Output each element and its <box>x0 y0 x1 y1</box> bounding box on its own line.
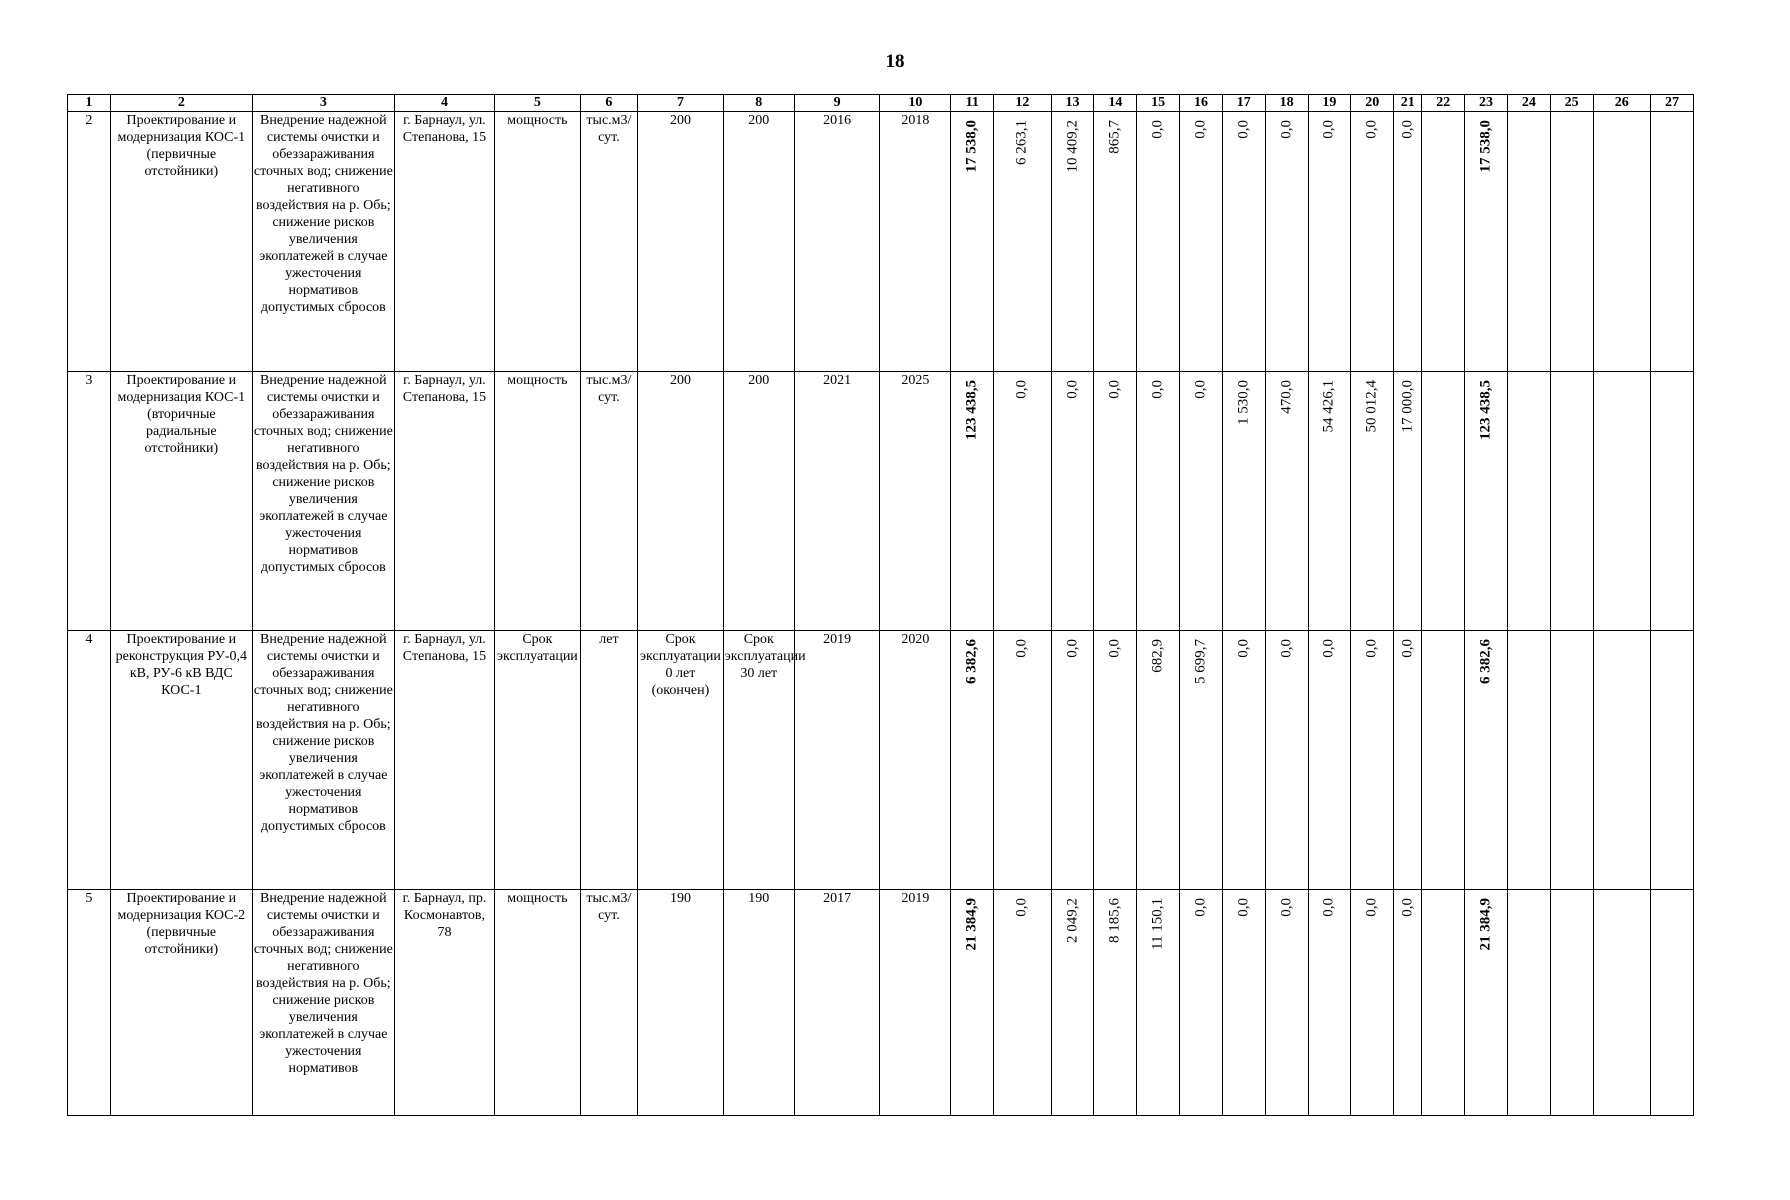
amount-value: 0,0 <box>1278 898 1295 917</box>
amount-cell <box>1351 112 1394 372</box>
column-number: 14 <box>1094 95 1137 112</box>
amount-cell <box>1308 372 1351 631</box>
amount-cell <box>1308 890 1351 1116</box>
amount-cell <box>1394 890 1422 1116</box>
amount-value: 123 438,5 <box>963 380 980 440</box>
amount-cell <box>994 372 1051 631</box>
amount-cell <box>1351 372 1394 631</box>
amount-cell <box>1094 112 1137 372</box>
amount-cell <box>1422 890 1465 1116</box>
parameter-unit: тыс.м3/ сут. <box>580 372 637 631</box>
amount-cell <box>1465 372 1508 631</box>
amount-cell <box>1222 631 1265 890</box>
column-number: 19 <box>1308 95 1351 112</box>
amount-cell <box>1422 631 1465 890</box>
column-number: 6 <box>580 95 637 112</box>
amount-value: 0,0 <box>1192 120 1209 139</box>
empty-cell <box>1507 372 1550 631</box>
value-before: 190 <box>638 890 724 1116</box>
row-number: 5 <box>68 890 111 1116</box>
amount-value: 0,0 <box>1149 380 1166 399</box>
project-name: Проектирование и модернизация КОС-1 (первичные отстойники) <box>110 112 252 372</box>
row-number: 4 <box>68 631 111 890</box>
column-number: 17 <box>1222 95 1265 112</box>
amount-cell <box>1137 890 1180 1116</box>
value-before: 200 <box>638 112 724 372</box>
amount-cell <box>994 112 1051 372</box>
empty-cell <box>1650 372 1693 631</box>
amount-value: 17 538,0 <box>963 120 980 173</box>
amount-value: 0,0 <box>1399 639 1416 658</box>
amount-cell <box>1394 112 1422 372</box>
amount-value: 0,0 <box>1399 898 1416 917</box>
amount-cell <box>1222 372 1265 631</box>
amount-value: 470,0 <box>1278 380 1295 414</box>
empty-cell <box>1507 890 1550 1116</box>
end-year: 2019 <box>880 890 951 1116</box>
table-row <box>68 631 1694 890</box>
amount-cell <box>1351 890 1394 1116</box>
amount-cell <box>951 631 994 890</box>
amount-value: 0,0 <box>1363 898 1380 917</box>
end-year: 2018 <box>880 112 951 372</box>
amount-cell <box>1465 890 1508 1116</box>
amount-cell <box>1094 890 1137 1116</box>
table-row <box>68 112 1694 372</box>
row-number: 2 <box>68 112 111 372</box>
start-year: 2017 <box>794 890 880 1116</box>
amount-cell <box>1351 631 1394 890</box>
value-after: 190 <box>723 890 794 1116</box>
column-number: 21 <box>1394 95 1422 112</box>
amount-value: 123 438,5 <box>1477 380 1494 440</box>
investment-table <box>67 94 1694 1116</box>
column-number: 5 <box>495 95 581 112</box>
empty-cell <box>1550 631 1593 890</box>
amount-value: 0,0 <box>1192 380 1209 399</box>
amount-value: 10 409,2 <box>1064 120 1081 173</box>
column-number: 11 <box>951 95 994 112</box>
empty-cell <box>1507 112 1550 372</box>
amount-value: 17 538,0 <box>1477 120 1494 173</box>
amount-cell <box>1265 372 1308 631</box>
project-goal: Внедрение надежной системы очистки и обеззараживания сточных вод; снижение негативного воздействия на р. Обь; снижение рисков увеличения экоплатежей в случае ужесточения нормативов допустимых сбросов <box>252 631 394 890</box>
amount-cell <box>1308 631 1351 890</box>
amount-value: 8 185,6 <box>1106 898 1123 943</box>
amount-value: 54 426,1 <box>1320 380 1337 433</box>
parameter-unit: тыс.м3/ сут. <box>580 890 637 1116</box>
value-after: Срок эксплуатации 30 лет <box>723 631 794 890</box>
amount-value: 0,0 <box>1013 898 1030 917</box>
amount-value: 0,0 <box>1320 898 1337 917</box>
amount-value: 682,9 <box>1149 639 1166 673</box>
amount-value: 0,0 <box>1106 380 1123 399</box>
amount-cell <box>1051 372 1094 631</box>
amount-value: 21 384,9 <box>1477 898 1494 951</box>
start-year: 2021 <box>794 372 880 631</box>
column-number: 18 <box>1265 95 1308 112</box>
amount-cell <box>1180 631 1223 890</box>
amount-value: 865,7 <box>1106 120 1123 154</box>
project-address: г. Барнаул, ул. Степанова, 15 <box>394 631 494 890</box>
amount-value: 2 049,2 <box>1064 898 1081 943</box>
start-year: 2019 <box>794 631 880 890</box>
amount-cell <box>1137 112 1180 372</box>
column-number: 8 <box>723 95 794 112</box>
amount-cell <box>1422 372 1465 631</box>
amount-cell <box>1265 112 1308 372</box>
column-number: 13 <box>1051 95 1094 112</box>
amount-cell <box>1180 890 1223 1116</box>
amount-value: 0,0 <box>1235 120 1252 139</box>
amount-cell <box>1222 890 1265 1116</box>
empty-cell <box>1593 631 1650 890</box>
amount-value: 11 150,1 <box>1149 898 1166 950</box>
amount-value: 21 384,9 <box>963 898 980 951</box>
amount-value: 0,0 <box>1399 120 1416 139</box>
amount-cell <box>951 112 994 372</box>
amount-cell <box>1094 631 1137 890</box>
parameter-name: мощность <box>495 890 581 1116</box>
empty-cell <box>1550 890 1593 1116</box>
amount-value: 6 382,6 <box>1477 639 1494 684</box>
empty-cell <box>1593 112 1650 372</box>
table-row <box>68 890 1694 1116</box>
column-number: 15 <box>1137 95 1180 112</box>
amount-cell <box>1137 372 1180 631</box>
amount-cell <box>951 372 994 631</box>
column-number: 9 <box>794 95 880 112</box>
column-number: 7 <box>638 95 724 112</box>
project-name: Проектирование и модернизация КОС-2 (первичные отстойники) <box>110 890 252 1116</box>
amount-value: 0,0 <box>1013 380 1030 399</box>
amount-cell <box>1465 631 1508 890</box>
column-number: 3 <box>252 95 394 112</box>
column-number: 20 <box>1351 95 1394 112</box>
amount-value: 0,0 <box>1013 639 1030 658</box>
column-number: 16 <box>1180 95 1223 112</box>
project-goal: Внедрение надежной системы очистки и обеззараживания сточных вод; снижение негативного воздействия на р. Обь; снижение рисков увеличения экоплатежей в случае ужесточения нормативов <box>252 890 394 1116</box>
column-number: 27 <box>1650 95 1693 112</box>
column-number: 10 <box>880 95 951 112</box>
amount-value: 0,0 <box>1192 898 1209 917</box>
column-number: 1 <box>68 95 111 112</box>
column-number: 22 <box>1422 95 1465 112</box>
empty-cell <box>1550 372 1593 631</box>
parameter-unit: лет <box>580 631 637 890</box>
value-before: Срок эксплуатации 0 лет (окончен) <box>638 631 724 890</box>
amount-cell <box>1265 631 1308 890</box>
amount-value: 0,0 <box>1278 639 1295 658</box>
parameter-name: мощность <box>495 372 581 631</box>
amount-cell <box>1051 631 1094 890</box>
row-number: 3 <box>68 372 111 631</box>
value-after: 200 <box>723 112 794 372</box>
project-address: г. Барнаул, ул. Степанова, 15 <box>394 372 494 631</box>
amount-cell <box>1308 112 1351 372</box>
amount-cell <box>1422 112 1465 372</box>
empty-cell <box>1593 890 1650 1116</box>
amount-value: 0,0 <box>1149 120 1166 139</box>
table-row <box>68 372 1694 631</box>
column-number: 2 <box>110 95 252 112</box>
amount-value: 0,0 <box>1064 639 1081 658</box>
amount-cell <box>1180 372 1223 631</box>
empty-cell <box>1650 112 1693 372</box>
page-number: 18 <box>885 51 905 72</box>
column-number: 25 <box>1550 95 1593 112</box>
parameter-unit: тыс.м3/ сут. <box>580 112 637 372</box>
amount-value: 50 012,4 <box>1363 380 1380 433</box>
amount-cell <box>951 890 994 1116</box>
amount-value: 6 382,6 <box>963 639 980 684</box>
amount-value: 5 699,7 <box>1192 639 1209 684</box>
amount-value: 0,0 <box>1064 380 1081 399</box>
amount-cell <box>1394 631 1422 890</box>
empty-cell <box>1650 890 1693 1116</box>
project-goal: Внедрение надежной системы очистки и обеззараживания сточных вод; снижение негативного воздействия на р. Обь; снижение рисков увеличения экоплатежей в случае ужесточения нормативов допустимых сбросов <box>252 372 394 631</box>
parameter-name: мощность <box>495 112 581 372</box>
end-year: 2020 <box>880 631 951 890</box>
project-name: Проектирование и реконструкция РУ-0,4 кВ, РУ-6 кВ ВДС КОС-1 <box>110 631 252 890</box>
project-name: Проектирование и модернизация КОС-1 (вторичные радиальные отстойники) <box>110 372 252 631</box>
amount-cell <box>1465 112 1508 372</box>
column-number: 12 <box>994 95 1051 112</box>
amount-cell <box>1051 112 1094 372</box>
amount-value: 0,0 <box>1320 120 1337 139</box>
amount-cell <box>1051 890 1094 1116</box>
amount-value: 0,0 <box>1320 639 1337 658</box>
amount-value: 17 000,0 <box>1399 380 1416 433</box>
amount-value: 0,0 <box>1363 120 1380 139</box>
column-number: 26 <box>1593 95 1650 112</box>
amount-cell <box>1222 112 1265 372</box>
amount-cell <box>1394 372 1422 631</box>
amount-value: 0,0 <box>1235 639 1252 658</box>
amount-cell <box>994 890 1051 1116</box>
amount-cell <box>1137 631 1180 890</box>
amount-value: 6 263,1 <box>1013 120 1030 165</box>
amount-cell <box>1265 890 1308 1116</box>
column-number: 24 <box>1507 95 1550 112</box>
value-after: 200 <box>723 372 794 631</box>
amount-value: 0,0 <box>1235 898 1252 917</box>
parameter-name: Срок эксплуатации <box>495 631 581 890</box>
end-year: 2025 <box>880 372 951 631</box>
column-number-row <box>68 95 1694 112</box>
empty-cell <box>1650 631 1693 890</box>
amount-cell <box>1094 372 1137 631</box>
empty-cell <box>1593 372 1650 631</box>
amount-cell <box>994 631 1051 890</box>
amount-value: 0,0 <box>1363 639 1380 658</box>
column-number: 4 <box>394 95 494 112</box>
start-year: 2016 <box>794 112 880 372</box>
empty-cell <box>1550 112 1593 372</box>
project-address: г. Барнаул, ул. Степанова, 15 <box>394 112 494 372</box>
project-address: г. Барнаул, пр. Космонавтов, 78 <box>394 890 494 1116</box>
amount-value: 0,0 <box>1106 639 1123 658</box>
amount-cell <box>1180 112 1223 372</box>
value-before: 200 <box>638 372 724 631</box>
column-number: 23 <box>1465 95 1508 112</box>
project-goal: Внедрение надежной системы очистки и обеззараживания сточных вод; снижение негативного воздействия на р. Обь; снижение рисков увеличения экоплатежей в случае ужесточения нормативов допустимых сбросов <box>252 112 394 372</box>
empty-cell <box>1507 631 1550 890</box>
amount-value: 0,0 <box>1278 120 1295 139</box>
amount-value: 1 530,0 <box>1235 380 1252 425</box>
